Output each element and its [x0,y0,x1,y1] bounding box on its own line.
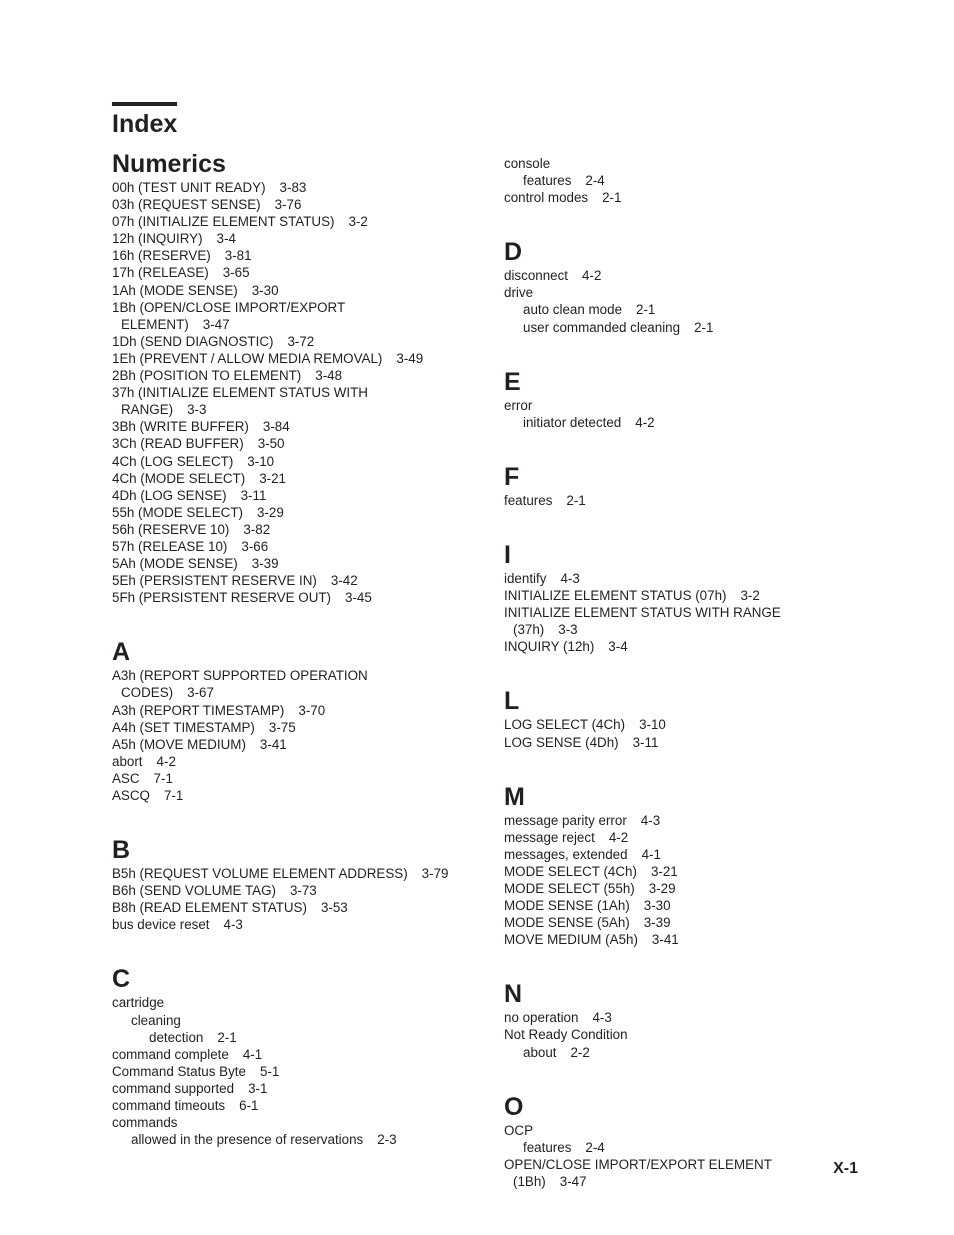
section-heading: A [112,638,131,667]
entry-term: 5Eh (PERSISTENT RESERVE IN) [112,573,317,589]
entry-term: B5h (REQUEST VOLUME ELEMENT ADDRESS) [112,866,408,882]
index-section [504,155,834,206]
index-entry [504,1122,834,1139]
section-heading: M [504,782,525,811]
entry-page-ref[interactable]: 3-2 [740,588,760,604]
entry-term: 37h (INITIALIZE ELEMENT STATUS WITH [112,385,368,401]
entry-term: 07h (INITIALIZE ELEMENT STATUS) [112,214,335,230]
index-entry [112,282,482,299]
entry-page-ref[interactable]: 4-3 [223,917,243,933]
index-entry [112,196,482,213]
index-section [504,687,834,750]
entry-term: allowed in the presence of reservations [131,1132,364,1148]
entry-term: console [504,156,551,171]
entry-page-ref[interactable]: 2-1 [566,492,586,508]
entry-term: 00h (TEST UNIT READY) [112,180,266,195]
index-entry [112,1063,482,1080]
entry-page-ref[interactable]: 3-50 [257,436,285,452]
section-gap [504,948,834,980]
index-entry [504,863,834,880]
entry-term: message parity error [504,812,627,828]
section-heading: E [504,367,521,396]
entry-term: ASCQ [112,788,150,803]
entry-term: 55h (MODE SELECT) [112,504,243,520]
index-entry [504,812,834,829]
entry-page-ref[interactable]: 4-2 [608,829,629,845]
index-entry [112,247,482,264]
entry-term: B6h (SEND VOLUME TAG) [112,883,276,899]
entry-page-ref[interactable]: 3-48 [315,368,343,384]
entry-page-ref[interactable]: 4-3 [640,812,661,828]
index-entry [112,589,482,606]
entry-term: about [523,1044,557,1060]
entry-page-ref[interactable]: 7-1 [153,770,173,786]
index-entry [112,770,482,787]
entry-term: LOG SELECT (4Ch) [504,717,626,733]
entry-page-ref[interactable]: 4-2 [635,414,655,430]
index-entry [504,716,834,733]
entry-page-ref[interactable]: 2-1 [602,190,622,206]
entry-term: CODES) [121,685,174,701]
entry-page-ref[interactable]: 3-83 [279,180,307,195]
entry-page-ref[interactable]: 3-47 [559,1173,587,1189]
index-section [504,541,834,655]
index-section [504,980,834,1060]
entry-term: cleaning [131,1012,181,1028]
section-gap [504,1061,834,1093]
entry-page-ref[interactable]: 2-4 [585,173,605,189]
entry-page-ref[interactable]: 3-4 [216,231,236,247]
entry-page-ref[interactable]: 3-45 [345,590,372,606]
index-entry [112,264,482,281]
section-heading: F [504,462,520,491]
entry-term: A4h (SET TIMESTAMP) [112,719,255,735]
section-gap [504,336,834,368]
entry-page-ref[interactable]: 3-42 [330,573,358,589]
index-entry [112,504,482,521]
index-entry [112,418,482,435]
entry-page-ref[interactable]: 4-2 [156,753,176,769]
entry-page-ref[interactable]: 2-2 [570,1044,590,1060]
entry-term: (1Bh) [513,1173,546,1189]
index-entry [112,367,482,384]
entry-term: command timeouts [112,1098,226,1114]
entry-term: bus device reset [112,917,210,933]
entry-term: identify [504,570,547,586]
section-gap [112,804,482,836]
entry-page-ref[interactable]: 2-4 [585,1139,605,1155]
index-entry [504,621,834,638]
index-entry [504,414,834,431]
index-section [112,150,482,606]
index-entry [504,570,834,587]
entry-term: initiator detected [523,414,622,430]
entry-term: Not Ready Condition [504,1027,628,1043]
entry-term: 1Ah (MODE SENSE) [112,282,238,298]
entry-term: 16h (RESERVE) [112,248,211,264]
entry-page-ref[interactable]: 3-10 [639,717,666,733]
entry-page-ref[interactable]: 3-73 [289,883,317,899]
section-gap [504,751,834,783]
index-entry [112,213,482,230]
entry-term: OPEN/CLOSE IMPORT/EXPORT ELEMENT [504,1156,772,1172]
entry-term: 2Bh (POSITION TO ELEMENT) [112,368,302,384]
entry-page-ref[interactable]: 4-3 [592,1010,612,1026]
index-entry [112,899,482,916]
entry-term: features [523,173,572,189]
entry-term: auto clean mode [523,302,623,318]
index-column-right [504,155,834,1190]
index-entry [112,916,482,933]
index-entry [112,333,482,350]
index-entry [504,914,834,931]
entry-page-ref[interactable]: 3-30 [643,898,671,914]
index-entry [112,753,482,770]
index-entry [112,1080,482,1097]
entry-term: error [504,397,533,413]
index-entry [504,319,834,336]
entry-term: control modes [504,190,589,206]
index-entry [504,734,834,751]
index-entry [504,880,834,897]
index-entry [112,1046,482,1063]
entry-term: messages, extended [504,846,628,862]
index-section [504,463,834,509]
entry-page-ref[interactable]: 3-66 [241,538,269,554]
index-entry [112,401,482,418]
entry-page-ref[interactable]: 7-1 [163,788,184,803]
index-section [112,965,482,1148]
index-entry [504,1026,834,1043]
entry-page-ref[interactable]: 3-41 [651,932,679,948]
index-entry [504,1009,834,1026]
entry-term: 5Ah (MODE SENSE) [112,556,238,572]
entry-term: 1Bh (OPEN/CLOSE IMPORT/EXPORT [112,299,346,315]
entry-page-ref[interactable]: 3-84 [262,419,290,435]
index-entry [112,316,482,333]
entry-term: MODE SENSE (1Ah) [504,898,630,914]
entry-page-ref[interactable]: 3-41 [259,736,287,752]
entry-page-ref[interactable]: 3-21 [650,863,678,879]
index-section [112,836,482,933]
index-entry [112,555,482,572]
entry-page-ref[interactable]: 3-67 [187,685,214,701]
entry-page-ref[interactable]: 3-65 [222,265,250,281]
index-entry [112,350,482,367]
section-heading: O [504,1092,524,1121]
entry-term: ELEMENT) [121,316,189,332]
entry-page-ref[interactable]: 6-1 [239,1098,259,1114]
entry-term: command complete [112,1046,229,1062]
entry-term: 12h (INQUIRY) [112,231,203,247]
section-heading: Numerics [112,150,226,178]
index-entry [112,736,482,753]
section-gap [112,933,482,965]
entry-term: MOVE MEDIUM (A5h) [504,932,638,948]
index-entry [112,230,482,247]
entry-page-ref[interactable]: 4-3 [560,570,580,586]
entry-page-ref[interactable]: 3-10 [247,453,275,469]
index-entry [112,1012,482,1029]
entry-term: INQUIRY (12h) [504,639,595,655]
entry-term: disconnect [504,268,569,284]
index-entry [112,179,482,196]
index-entry [112,1131,482,1148]
entry-term: MODE SELECT (4Ch) [504,863,637,879]
section-heading: C [112,965,131,994]
entry-page-ref[interactable]: 3-76 [274,197,302,213]
section-gap [504,431,834,463]
page-number: X-1 [833,1160,858,1177]
index-entry [112,435,482,452]
entry-term: commands [112,1115,178,1131]
index-entry [504,155,834,172]
section-gap [112,606,482,638]
entry-term: A3h (REPORT SUPPORTED OPERATION [112,668,368,684]
entry-page-ref[interactable]: 3-30 [251,282,279,298]
index-section [504,783,834,949]
entry-page-ref[interactable]: 3-39 [251,556,279,572]
entry-term: 4Ch (MODE SELECT) [112,470,246,486]
title-rule [112,102,177,106]
entry-term: B8h (READ ELEMENT STATUS) [112,900,307,916]
index-entry [112,1029,482,1046]
entry-term: 4Dh (LOG SENSE) [112,487,227,503]
entry-term: 56h (RESERVE 10) [112,521,230,537]
entry-term: A3h (REPORT TIMESTAMP) [112,702,285,718]
index-entry [504,172,834,189]
index-entry [112,1114,482,1131]
entry-term: features [504,492,553,508]
entry-term: Command Status Byte [112,1063,246,1079]
entry-term: features [523,1139,572,1155]
section-gap [504,655,834,687]
index-section [112,638,482,804]
entry-page-ref[interactable]: 3-72 [287,333,315,349]
index-entry [112,538,482,555]
entry-term: RANGE) [121,402,174,418]
entry-term: message reject [504,829,595,845]
index-entry [504,931,834,948]
index-entry [504,604,834,621]
entry-term: INITIALIZE ELEMENT STATUS WITH RANGE [504,605,781,621]
entry-term: OCP [504,1122,534,1138]
index-section [504,368,834,431]
index-entry [504,829,834,846]
section-heading: B [112,836,131,865]
entry-page-ref[interactable]: 3-81 [224,248,252,264]
section-heading: D [504,238,523,267]
index-entry [504,397,834,414]
index-entry [112,453,482,470]
index-entry [504,1044,834,1061]
index-entry [504,284,834,301]
index-entry [504,638,834,655]
section-gap [504,206,834,238]
entry-page-ref[interactable]: 3-3 [187,402,207,418]
entry-term: 3Bh (WRITE BUFFER) [112,419,249,435]
page-title: Index [112,110,178,138]
index-entry [112,787,482,804]
entry-term: A5h (MOVE MEDIUM) [112,736,246,752]
index-entry [112,384,482,401]
index-entry [112,667,482,684]
entry-term: command supported [112,1080,235,1096]
entry-page-ref[interactable]: 3-82 [243,521,271,537]
entry-term: 1Dh (SEND DIAGNOSTIC) [112,333,274,349]
index-section [504,238,834,335]
entry-term: 57h (RELEASE 10) [112,538,228,554]
entry-page-ref[interactable]: 2-3 [377,1132,397,1148]
entry-term: 17h (RELEASE) [112,265,209,281]
entry-page-ref[interactable]: 3-29 [256,504,284,520]
entry-page-ref[interactable]: 3-75 [268,719,296,735]
entry-page-ref[interactable]: 2-1 [217,1029,237,1045]
entry-term: MODE SELECT (55h) [504,880,635,896]
entry-page-ref[interactable]: 3-70 [298,702,326,718]
index-entry [504,1156,834,1173]
index-entry [112,487,482,504]
index-entry [504,267,834,284]
entry-term: cartridge [112,995,165,1011]
index-entry [504,301,834,318]
entry-page-ref[interactable]: 3-21 [259,470,286,486]
entry-page-ref[interactable]: 2-1 [694,319,714,335]
entry-term: detection [149,1029,204,1045]
index-entry [112,994,482,1011]
entry-page-ref[interactable]: 3-47 [202,316,230,332]
entry-page-ref[interactable]: 3-11 [240,487,267,503]
entry-page-ref[interactable]: 2-1 [636,302,656,318]
entry-term: abort [112,753,143,769]
entry-term: (37h) [513,622,545,638]
entry-page-ref[interactable]: 4-1 [242,1046,263,1062]
index-entry [112,572,482,589]
entry-page-ref[interactable]: 4-2 [582,268,602,284]
entry-page-ref[interactable]: 3-39 [643,915,671,931]
index-entry [504,492,834,509]
index-entry [112,719,482,736]
entry-term: 3Ch (READ BUFFER) [112,436,244,452]
index-entry [112,702,482,719]
index-entry [112,1097,482,1114]
index-entry [112,882,482,899]
entry-term: ASC [112,770,140,786]
entry-page-ref[interactable]: 3-1 [248,1080,268,1096]
entry-page-ref[interactable]: 4-1 [641,846,661,862]
index-entry [504,587,834,604]
entry-page-ref[interactable]: 3-3 [558,622,578,638]
index-entry [112,865,482,882]
entry-term: 5Fh (PERSISTENT RESERVE OUT) [112,590,332,606]
entry-term: INITIALIZE ELEMENT STATUS (07h) [504,588,727,604]
entry-page-ref[interactable]: 3-29 [648,880,676,896]
entry-term: user commanded cleaning [523,319,681,335]
entry-page-ref[interactable]: 3-49 [396,350,424,366]
index-entry [504,1173,834,1190]
entry-page-ref[interactable]: 3-79 [421,866,449,882]
entry-page-ref[interactable]: 3-53 [320,900,348,916]
index-entry [112,470,482,487]
entry-term: 1Eh (PREVENT / ALLOW MEDIA REMOVAL) [112,350,383,366]
entry-term: drive [504,285,534,301]
index-entry [504,1139,834,1156]
entry-page-ref[interactable]: 5-1 [259,1063,280,1079]
index-entry [504,189,834,206]
section-heading: N [504,980,523,1009]
index-section [504,1093,834,1190]
section-heading: L [504,687,520,716]
entry-page-ref[interactable]: 3-2 [348,214,368,230]
entry-term: MODE SENSE (5Ah) [504,915,630,931]
index-entry [112,521,482,538]
index-entry [504,846,834,863]
entry-term: LOG SENSE (4Dh) [504,734,619,750]
section-gap [504,509,834,541]
entry-term: 4Ch (LOG SELECT) [112,453,234,469]
section-heading: I [504,540,511,569]
entry-term: no operation [504,1010,579,1026]
index-entry [504,897,834,914]
index-entry [112,684,482,701]
entry-page-ref[interactable]: 3-4 [608,639,628,655]
index-entry [112,299,482,316]
entry-term: 03h (REQUEST SENSE) [112,197,261,213]
entry-page-ref[interactable]: 3-11 [632,734,659,750]
index-column-left [112,150,482,1148]
